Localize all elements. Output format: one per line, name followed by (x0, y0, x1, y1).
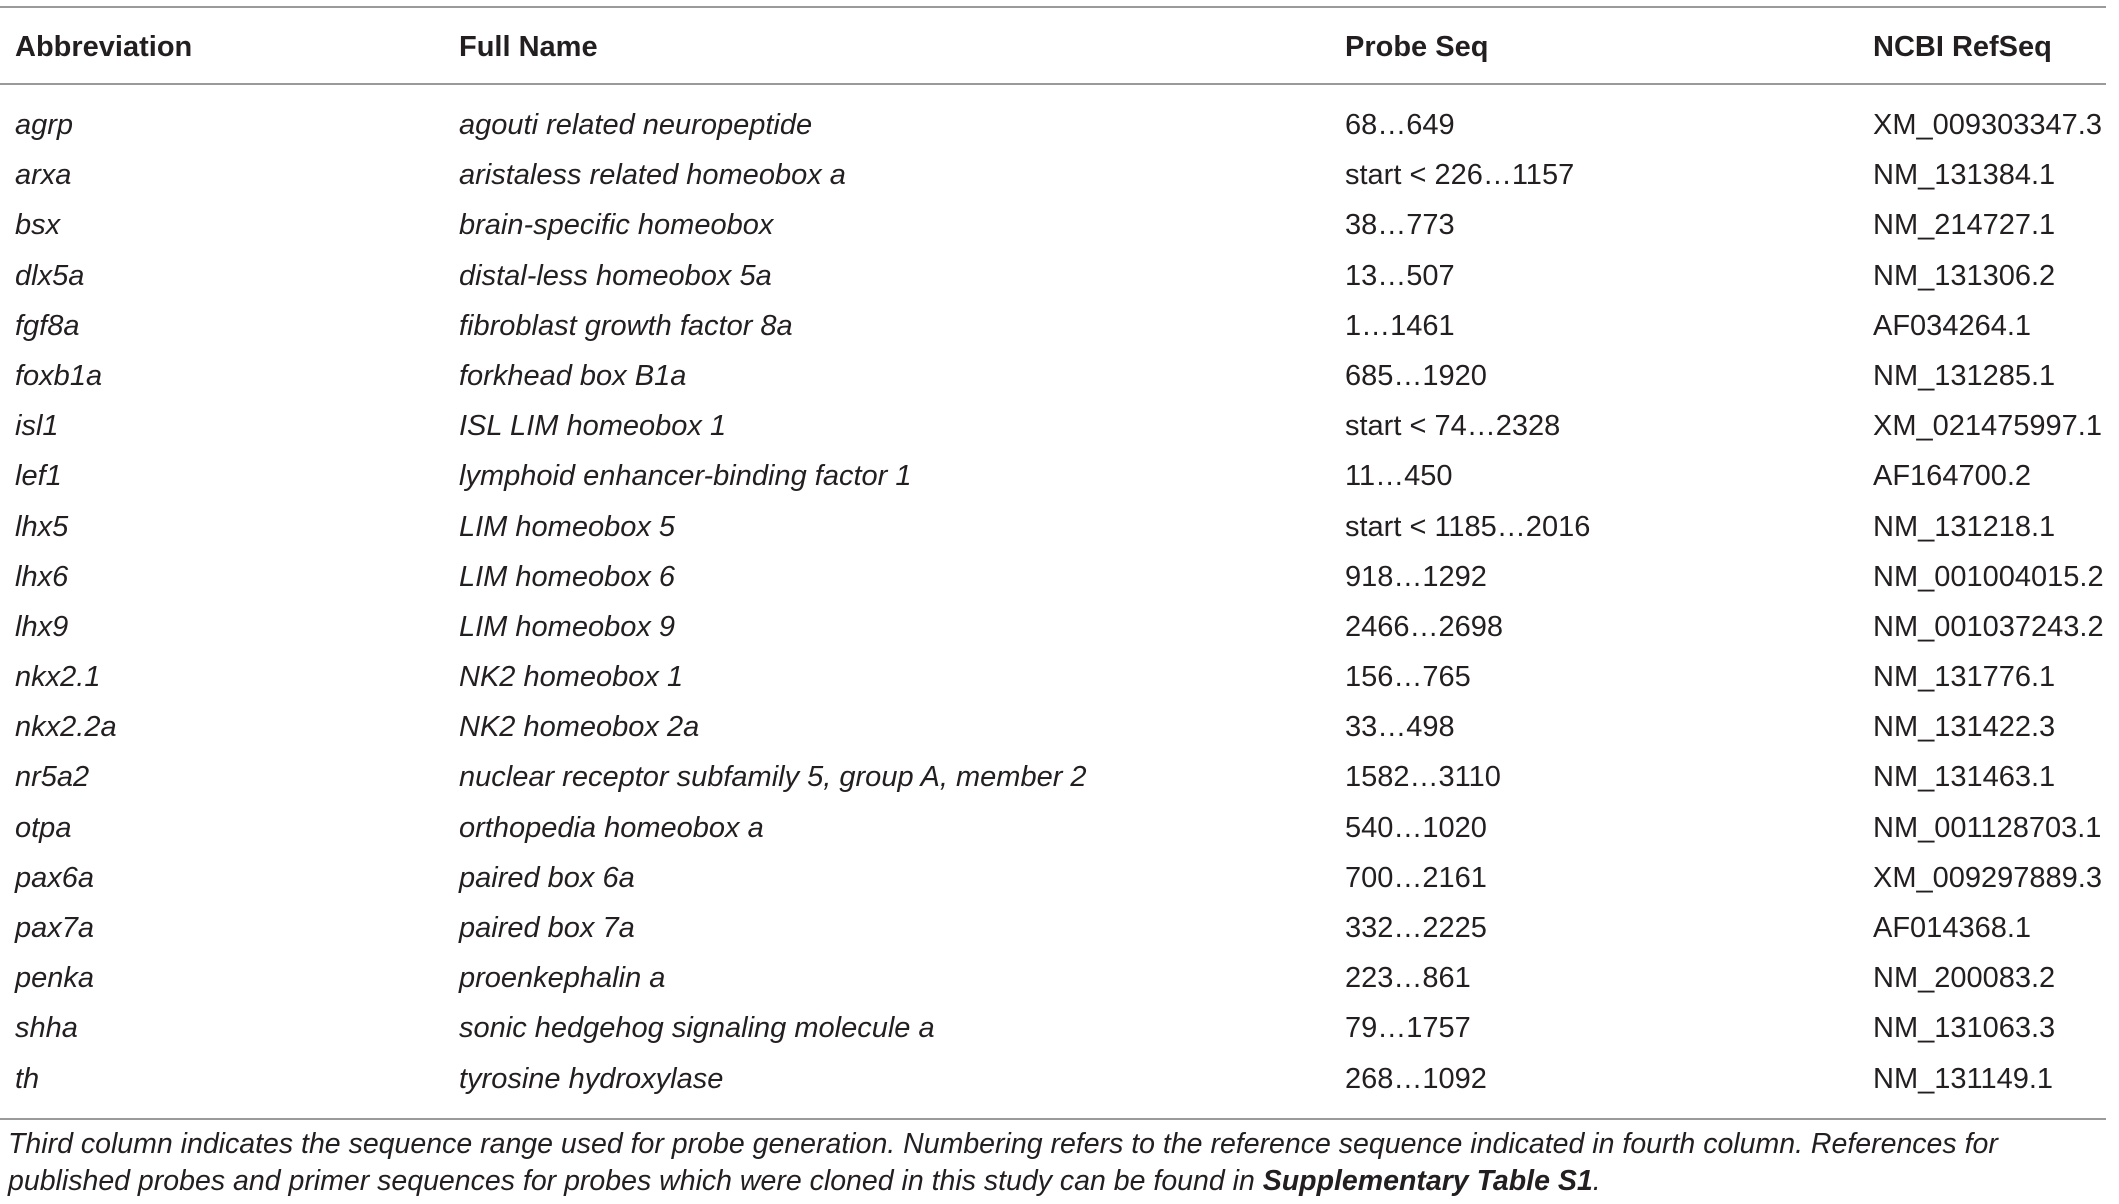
cell-abbreviation: nkx2.1 (15, 661, 101, 694)
cell-ncbi-refseq: NM_131306.2 (1873, 259, 2056, 292)
cell-full-name: NK2 homeobox 1 (459, 661, 684, 694)
cell-abbreviation: th (15, 1062, 40, 1095)
cell-full-name: brain-specific homeobox (459, 209, 774, 242)
table-row (0, 853, 2119, 903)
cell-full-name: forkhead box B1a (459, 359, 687, 392)
header-full-name: Full Name (459, 31, 598, 63)
footnote-text: Third column indicates the sequence range used for probe generation. Numbering refers to the reference sequence indicated in fourth column. References for published probes and primer sequences for probes which were cloned in this study can be found in (8, 1128, 1998, 1197)
cell-abbreviation: lhx9 (15, 610, 69, 643)
cell-ncbi-refseq: NM_214727.1 (1873, 209, 2056, 242)
header-probe-seq: Probe Seq (1345, 31, 1489, 63)
cell-ncbi-refseq: XM_009303347.3 (1873, 109, 2102, 141)
cell-full-name: aristaless related homeobox a (459, 159, 846, 192)
cell-abbreviation: fgf8a (15, 309, 80, 342)
cell-ncbi-refseq: NM_131218.1 (1873, 510, 2056, 543)
cell-probe-seq: 156…765 (1345, 661, 1471, 694)
table-row (0, 150, 2119, 200)
cell-abbreviation: nr5a2 (15, 761, 90, 794)
cell-ncbi-refseq: AF164700.2 (1873, 460, 2032, 493)
table-row (0, 451, 2119, 501)
cell-probe-seq: 2466…2698 (1345, 610, 1504, 643)
top-rule (0, 6, 2106, 8)
table-row (0, 903, 2119, 953)
cell-abbreviation: arxa (15, 159, 72, 192)
cell-abbreviation: agrp (15, 109, 74, 141)
cell-full-name: nuclear receptor subfamily 5, group A, member 2 (459, 761, 1087, 794)
table-header (0, 22, 2119, 72)
cell-abbreviation: isl1 (15, 410, 59, 443)
table-footnote (8, 1126, 2113, 1200)
cell-abbreviation: foxb1a (15, 359, 103, 392)
cell-ncbi-refseq: NM_200083.2 (1873, 962, 2056, 995)
table-row (0, 552, 2119, 602)
cell-abbreviation: pax6a (15, 861, 95, 894)
cell-abbreviation: lhx5 (15, 510, 69, 543)
cell-ncbi-refseq: NM_001004015.2 (1873, 560, 2104, 593)
cell-probe-seq: 918…1292 (1345, 560, 1487, 593)
cell-full-name: orthopedia homeobox a (459, 811, 764, 844)
table-row (0, 502, 2119, 552)
cell-abbreviation: shha (15, 1012, 78, 1045)
cell-full-name: agouti related neuropeptide (459, 109, 813, 141)
table-row (0, 401, 2119, 451)
cell-ncbi-refseq: XM_009297889.3 (1873, 861, 2102, 894)
cell-full-name: sonic hedgehog signaling molecule a (459, 1012, 935, 1045)
cell-full-name: lymphoid enhancer-binding factor 1 (459, 460, 912, 493)
table-row (0, 200, 2119, 250)
bottom-rule (0, 1118, 2106, 1120)
cell-probe-seq: 1582…3110 (1345, 761, 1501, 794)
footnote-end: . (1592, 1165, 1601, 1197)
table-row (0, 301, 2119, 351)
cell-abbreviation: penka (15, 962, 95, 995)
cell-abbreviation: otpa (15, 811, 72, 844)
table-body (0, 100, 2119, 1104)
cell-probe-seq: 79…1757 (1345, 1012, 1471, 1045)
cell-ncbi-refseq: XM_021475997.1 (1873, 410, 2102, 443)
cell-ncbi-refseq: NM_131776.1 (1873, 661, 2056, 694)
cell-probe-seq: start < 1185…2016 (1345, 510, 1591, 543)
table-row (0, 1054, 2119, 1104)
table-row (0, 602, 2119, 652)
cell-ncbi-refseq: NM_131384.1 (1873, 159, 2056, 192)
cell-abbreviation: dlx5a (15, 259, 85, 292)
table-row (0, 251, 2119, 301)
cell-full-name: fibroblast growth factor 8a (459, 309, 793, 342)
cell-probe-seq: 332…2225 (1345, 912, 1487, 944)
cell-ncbi-refseq: NM_131285.1 (1873, 359, 2056, 392)
cell-full-name: tyrosine hydroxylase (459, 1062, 724, 1095)
cell-abbreviation: pax7a (15, 912, 95, 944)
header-ncbi-refseq: NCBI RefSeq (1873, 31, 2052, 63)
cell-ncbi-refseq: AF034264.1 (1873, 309, 2032, 342)
cell-full-name: NK2 homeobox 2a (459, 711, 700, 744)
table-row (0, 953, 2119, 1003)
table-row (0, 803, 2119, 853)
cell-ncbi-refseq: NM_131422.3 (1873, 711, 2056, 744)
cell-abbreviation: lhx6 (15, 560, 69, 593)
table-row (0, 752, 2119, 802)
cell-full-name: paired box 7a (459, 912, 635, 944)
cell-probe-seq: 540…1020 (1345, 811, 1487, 844)
header-abbreviation: Abbreviation (15, 31, 193, 63)
cell-probe-seq: 223…861 (1345, 962, 1471, 995)
cell-probe-seq: start < 74…2328 (1345, 410, 1561, 443)
cell-probe-seq: 13…507 (1345, 259, 1455, 292)
cell-probe-seq: 1…1461 (1345, 309, 1455, 342)
cell-abbreviation: lef1 (15, 460, 62, 493)
cell-full-name: LIM homeobox 6 (459, 560, 676, 593)
cell-abbreviation: nkx2.2a (15, 711, 117, 744)
cell-probe-seq: 38…773 (1345, 209, 1455, 242)
table-row (0, 1003, 2119, 1053)
cell-probe-seq: 700…2161 (1345, 861, 1487, 894)
cell-full-name: LIM homeobox 5 (459, 510, 676, 543)
cell-probe-seq: 268…1092 (1345, 1062, 1487, 1095)
cell-full-name: proenkephalin a (459, 962, 666, 995)
cell-ncbi-refseq: NM_131149.1 (1873, 1062, 2054, 1095)
cell-full-name: ISL LIM homeobox 1 (459, 410, 727, 443)
table-row (0, 702, 2119, 752)
cell-full-name: LIM homeobox 9 (459, 610, 676, 643)
cell-probe-seq: 68…649 (1345, 109, 1455, 141)
cell-probe-seq: 33…498 (1345, 711, 1455, 744)
cell-probe-seq: start < 226…1157 (1345, 159, 1575, 192)
supplementary-table-link[interactable]: Supplementary Table S1 (1262, 1165, 1593, 1197)
header-rule (0, 83, 2106, 85)
cell-probe-seq: 11…450 (1345, 460, 1453, 493)
table-row (0, 351, 2119, 401)
cell-full-name: distal-less homeobox 5a (459, 259, 772, 292)
cell-full-name: paired box 6a (459, 861, 635, 894)
cell-ncbi-refseq: NM_001037243.2 (1873, 610, 2104, 643)
cell-ncbi-refseq: AF014368.1 (1873, 912, 2032, 944)
cell-abbreviation: bsx (15, 209, 61, 242)
cell-ncbi-refseq: NM_001128703.1 (1873, 811, 2102, 844)
table-row (0, 100, 2119, 150)
cell-ncbi-refseq: NM_131463.1 (1873, 761, 2056, 794)
cell-ncbi-refseq: NM_131063.3 (1873, 1012, 2056, 1045)
table-row (0, 652, 2119, 702)
cell-probe-seq: 685…1920 (1345, 359, 1487, 392)
